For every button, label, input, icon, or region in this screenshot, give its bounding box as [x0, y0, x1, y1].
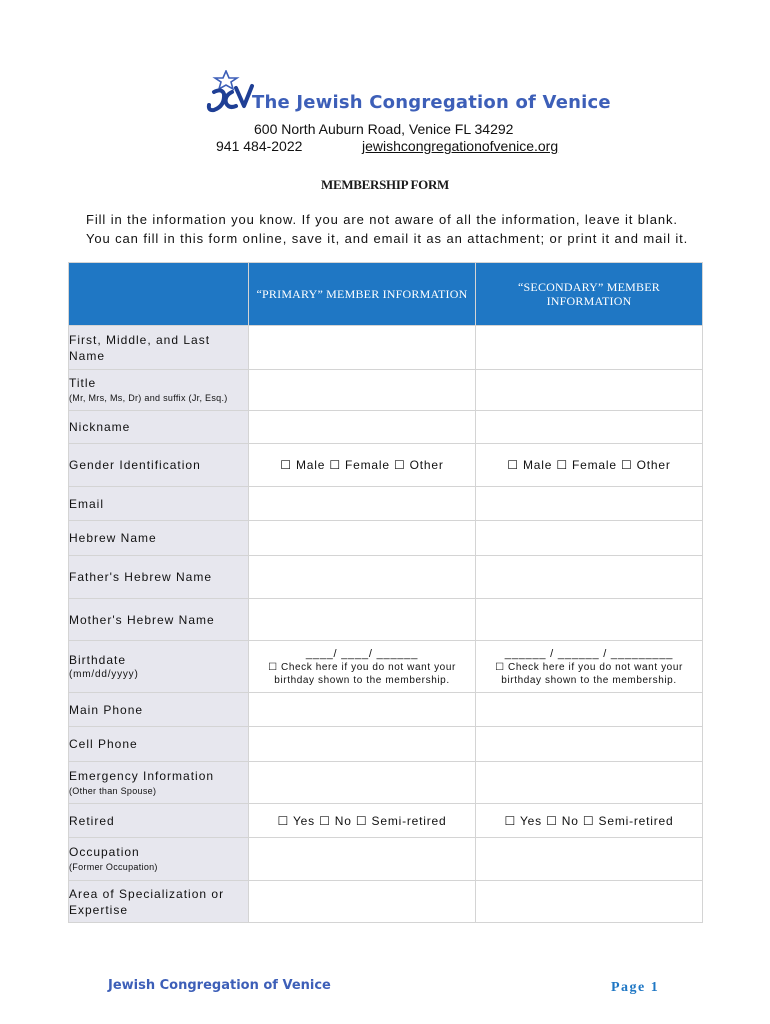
- occupation-label-text: Occupation: [69, 845, 140, 859]
- table-row: [69, 727, 703, 762]
- secondary-member-header: “SECONDARY” MEMBER INFORMATION: [476, 263, 703, 326]
- primary-retired-options[interactable]: ☐ Yes ☐ No ☐ Semi-retired: [249, 804, 476, 838]
- secondary-name-field[interactable]: [476, 326, 703, 370]
- nickname-label: Nickname: [69, 411, 249, 444]
- primary-cell-phone-field[interactable]: [249, 727, 476, 762]
- letterhead: [0, 66, 770, 166]
- intro-text: [86, 210, 706, 248]
- table-row: [69, 326, 703, 370]
- fathers-hebrew-name-label: Father's Hebrew Name: [69, 556, 249, 599]
- emergency-label-sub: (Other than Spouse): [69, 785, 157, 796]
- table-row: [69, 881, 703, 923]
- secondary-cell-phone-field[interactable]: [476, 727, 703, 762]
- table-row: [69, 487, 703, 521]
- secondary-occupation-field[interactable]: [476, 838, 703, 881]
- mothers-hebrew-name-label: Mother's Hebrew Name: [69, 599, 249, 641]
- primary-occupation-field[interactable]: [249, 838, 476, 881]
- phone-number: 941 484-2022: [216, 138, 303, 154]
- birthdate-label: [69, 641, 249, 693]
- birthdate-label-text: Birthdate: [69, 652, 127, 667]
- secondary-nickname-field[interactable]: [476, 411, 703, 444]
- intro-line-1: Fill in the information you know. If you are not aware of all the information, leave it blank.: [86, 212, 678, 227]
- secondary-emergency-field[interactable]: [476, 762, 703, 804]
- primary-name-field[interactable]: [249, 326, 476, 370]
- secondary-retired-options[interactable]: ☐ Yes ☐ No ☐ Semi-retired: [476, 804, 703, 838]
- form-title: MEMBERSHIP FORM: [320, 177, 450, 192]
- table-row: [69, 444, 703, 487]
- cell-phone-label: Cell Phone: [69, 727, 249, 762]
- email-label: Email: [69, 487, 249, 521]
- main-phone-label: Main Phone: [69, 693, 249, 727]
- title-label-text: Title: [69, 376, 97, 390]
- primary-member-header: “PRIMARY” MEMBER INFORMATION: [249, 263, 476, 326]
- gender-label: Gender Identification: [69, 444, 249, 487]
- intro-line-2: You can fill in this form online, save it, and email it as an attachment; or print it and mail it.: [86, 231, 689, 246]
- table-row: [69, 693, 703, 727]
- occupation-label-sub: (Former Occupation): [69, 862, 158, 872]
- primary-mothers-hebrew-field[interactable]: [249, 599, 476, 641]
- secondary-title-field[interactable]: [476, 370, 703, 411]
- emergency-label: [69, 762, 249, 804]
- hebrew-name-label: Hebrew Name: [69, 521, 249, 556]
- table-header-row: [69, 263, 703, 326]
- secondary-main-phone-field[interactable]: [476, 693, 703, 727]
- primary-fathers-hebrew-field[interactable]: [249, 556, 476, 599]
- emergency-label-text: Emergency Information: [69, 768, 215, 783]
- table-row: [69, 521, 703, 556]
- secondary-email-field[interactable]: [476, 487, 703, 521]
- primary-main-phone-field[interactable]: [249, 693, 476, 727]
- table-row: [69, 838, 703, 881]
- secondary-birthdate-cell[interactable]: [476, 641, 703, 693]
- primary-birthday-privacy-checkbox[interactable]: ☐ Check here if you do not want your birthday shown to the membership.: [268, 661, 456, 686]
- secondary-fathers-hebrew-field[interactable]: [476, 556, 703, 599]
- organization-name: The Jewish Congregation of Venice: [252, 92, 611, 113]
- occupation-label: [69, 838, 249, 881]
- address: 600 North Auburn Road, Venice FL 34292: [254, 121, 514, 137]
- footer-organization-name: Jewish Congregation of Venice: [108, 978, 331, 993]
- jcv-star-logo-icon: [204, 70, 256, 116]
- primary-birthdate-cell[interactable]: [249, 641, 476, 693]
- birthdate-label-sub: (mm/dd/yyyy): [69, 668, 139, 680]
- primary-title-field[interactable]: [249, 370, 476, 411]
- table-row: [69, 762, 703, 804]
- primary-emergency-field[interactable]: [249, 762, 476, 804]
- secondary-gender-options[interactable]: ☐ Male ☐ Female ☐ Other: [476, 444, 703, 487]
- table-row: [69, 411, 703, 444]
- primary-nickname-field[interactable]: [249, 411, 476, 444]
- secondary-specialization-field[interactable]: [476, 881, 703, 923]
- membership-table: [68, 262, 703, 923]
- primary-hebrew-name-field[interactable]: [249, 521, 476, 556]
- retired-label: Retired: [69, 804, 249, 838]
- table-row: [69, 370, 703, 411]
- website-link[interactable]: jewishcongregationofvenice.org: [362, 138, 559, 154]
- primary-email-field[interactable]: [249, 487, 476, 521]
- title-label: [69, 370, 249, 411]
- table-row: [69, 641, 703, 693]
- name-label: First, Middle, and Last Name: [69, 326, 249, 370]
- secondary-birthdate-blank[interactable]: ______ / ______ / _________: [504, 647, 674, 660]
- header-blank-cell: [69, 263, 249, 326]
- title-label-sub: (Mr, Mrs, Ms, Dr) and suffix (Jr, Esq.): [69, 393, 228, 403]
- primary-birthdate-blank[interactable]: ____/ ____/ ______: [305, 647, 419, 660]
- table-row: [69, 556, 703, 599]
- table-row: [69, 599, 703, 641]
- primary-specialization-field[interactable]: [249, 881, 476, 923]
- table-row: [69, 804, 703, 838]
- secondary-hebrew-name-field[interactable]: [476, 521, 703, 556]
- page-number: Page 1: [611, 980, 660, 995]
- primary-gender-options[interactable]: ☐ Male ☐ Female ☐ Other: [249, 444, 476, 487]
- secondary-birthday-privacy-checkbox[interactable]: ☐ Check here if you do not want your birthday shown to the membership.: [495, 661, 683, 686]
- specialization-label: Area of Specialization or Expertise: [69, 881, 249, 923]
- secondary-mothers-hebrew-field[interactable]: [476, 599, 703, 641]
